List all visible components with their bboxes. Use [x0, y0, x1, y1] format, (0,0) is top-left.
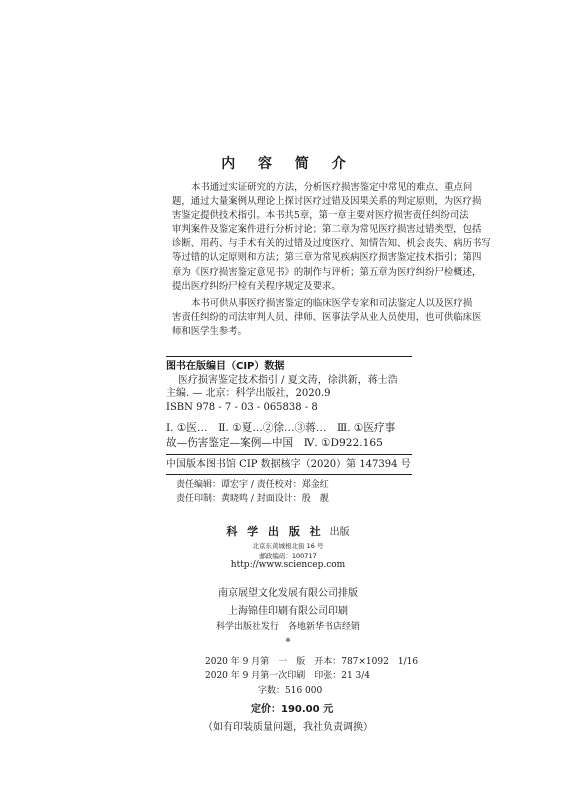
cip-subject-line: Ⅰ. ①医… Ⅱ. ①夏…②徐…③蒋… Ⅲ. ①医疗事 [166, 422, 396, 434]
summary-line: 害责任纠纷的司法审判人员、律师、医事法学从业人员使用，也可供临床医 [172, 312, 482, 324]
printing-line: 2020 年 9 月第一次印刷 印张：21 3/4 [205, 671, 371, 681]
distributor-line: 科学出版社发行 各地新华书店经销 [215, 622, 360, 632]
summary-line: 章为《医疗损害鉴定意见书》的制作与评析；第五章为医疗纠纷尸检概述， [172, 266, 482, 278]
cip-subject-line: 故—伤害鉴定—案例—中国 Ⅳ. ①D922.165 [166, 437, 383, 449]
quality-note: （如有印装质量问题，我社负责调换） [203, 722, 373, 733]
summary-line: 本书可供从事医疗损害鉴定的临床医学专家和司法鉴定人以及医疗损 [191, 298, 473, 309]
summary-line: 师和医学生参考。 [172, 326, 248, 338]
summary-line: 等过错的认定原则和方法；第三章为常见疾病医疗损害鉴定技术指引；第四 [172, 252, 482, 264]
cip-catalog-number: 中国版本图书馆 CIP 数据核字（2020）第 147394 号 [166, 459, 411, 470]
publisher-website: http://www.sciencep.com [230, 560, 346, 570]
summary-line: 题，通过大量案例从理论上探讨医疗过错及因果关系的判定原则，为医疗损 [172, 196, 482, 208]
typesetter-line: 南京展望文化发展有限公司排版 [218, 588, 358, 599]
summary-line: 本书通过实证研究的方法，分析医疗损害鉴定中常见的难点、重点问 [191, 182, 473, 193]
summary-title: 内 容 简 介 [221, 156, 355, 172]
separator-star: * [285, 637, 291, 648]
publisher-address: 北京东黄城根北街 16 号 [252, 542, 324, 550]
publisher-name: 科 学 出 版 社 [226, 525, 324, 538]
edition-line: 2020 年 9 月第 一 版 开本：787×1092 1/16 [205, 657, 419, 667]
cip-block [166, 360, 416, 414]
credits-print-line: 责任印制：黄晓鸣 / 封面设计：殷 靓 [176, 494, 329, 504]
price: 定价：190.00 元 [251, 704, 334, 715]
cip-middle-rule [166, 454, 412, 455]
summary-line: 诊断、用药、与手术有关的过错及过度医疗、知情告知、机会丧失、病历书写 [172, 238, 491, 250]
cip-isbn: ISBN 978 - 7 - 03 - 065838 - 8 [166, 401, 318, 413]
cip-title-line: 医疗损害鉴定技术指引 / 夏文涛，徐洪新，蒋士浩 [178, 374, 398, 386]
publisher-line [0, 523, 576, 539]
summary-paragraph-2 [172, 297, 482, 339]
cip-subject-block [166, 421, 416, 451]
summary-line: 审判案件及鉴定案件进行分析讨论；第二章为常见医疗损害过错类型，包括 [172, 224, 482, 236]
summary-line: 提出医疗纠纷尸检有关程序规定及要求。 [172, 280, 341, 292]
publisher-postcode: 邮政编码：100717 [259, 552, 317, 560]
cip-top-rule [166, 356, 412, 357]
cip-heading: 图书在版编目（CIP）数据 [166, 361, 285, 372]
printer-line: 上海锦佳印刷有限公司印刷 [228, 606, 348, 617]
cip-bottom-rule [166, 474, 412, 475]
cip-catalog-block [166, 458, 416, 472]
credits-block [176, 478, 329, 506]
word-count: 字数：516 000 [258, 686, 323, 696]
summary-line: 害鉴定提供技术指引。本书共5章，第一章主要对医疗损害责任纠纷司法 [172, 210, 469, 222]
publisher-suffix: 出版 [329, 527, 350, 538]
summary-paragraph-1 [172, 181, 491, 294]
cip-editor-line: 主编. — 北京：科学出版社，2020.9 [166, 388, 331, 400]
credits-editor-line: 责任编辑：谭宏宇 / 责任校对：郑金红 [176, 480, 329, 490]
